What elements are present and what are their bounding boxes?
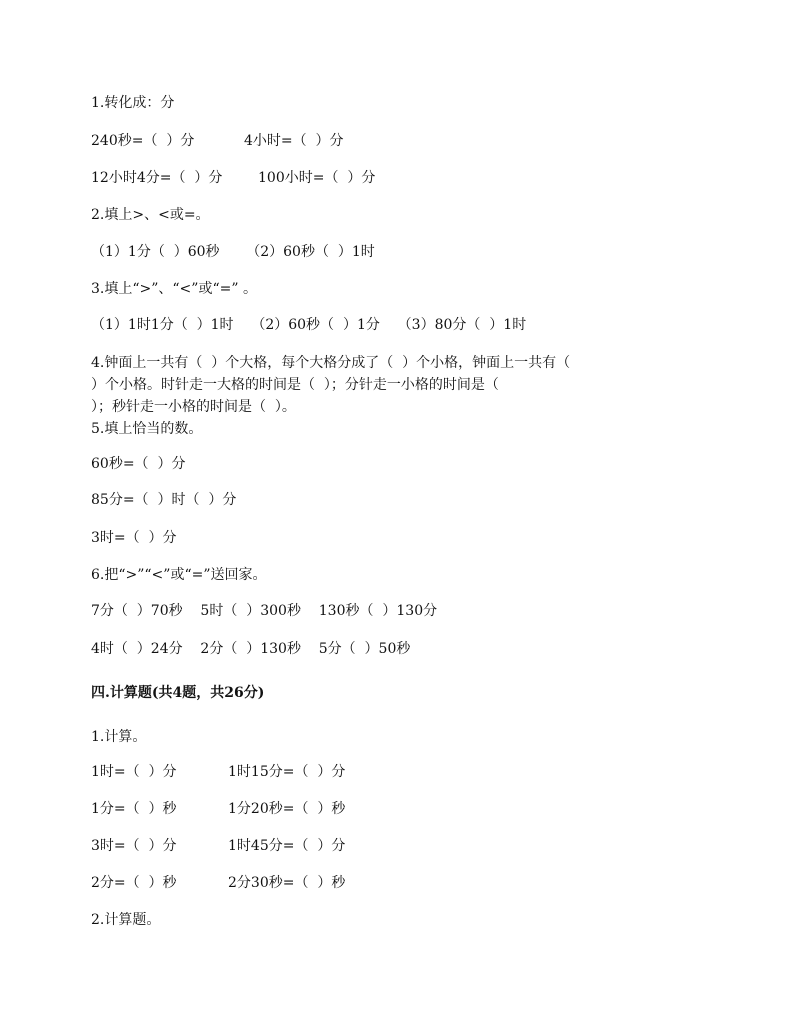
calc-1-row-4-a: 2分=（ ）秒: [91, 875, 177, 891]
question-2-title: 2.填上>、<或=。: [91, 207, 210, 223]
q1-item-d: 100小时=（ ）分: [258, 170, 376, 186]
q5-item-b: 85分=（ ）时（ ）分: [91, 492, 237, 508]
q2-line: （1）1分（ ）60秒 （2）60秒（ ）1时: [91, 244, 375, 260]
q6-line-2: 4时（ ）24分 2分（ ）130秒 5分（ ）50秒: [91, 641, 411, 657]
calc-1-row-1-b: 1时15分=（ ）分: [228, 764, 346, 780]
q4-line-1: 4.钟面上一共有（ ）个大格，每个大格分成了（ ）个小格，钟面上一共有（: [91, 355, 571, 371]
q5-item-a: 60秒=（ ）分: [91, 456, 186, 472]
question-6-title: 6.把“>”“<”或“=”送回家。: [91, 567, 267, 583]
calc-1-row-4-b: 2分30秒=（ ）秒: [228, 875, 346, 891]
q1-item-b: 4小时=（ ）分: [244, 133, 344, 149]
q1-item-a: 240秒=（ ）分: [91, 133, 195, 149]
part-4-heading: 四.计算题(共4题，共26分): [91, 685, 265, 701]
question-5-title: 5.填上恰当的数。: [91, 421, 203, 437]
calc-1-row-2-b: 1分20秒=（ ）秒: [228, 801, 346, 817]
calc-1-row-3-b: 1时45分=（ ）分: [228, 838, 346, 854]
calc-1-row-3-a: 3时=（ ）分: [91, 838, 177, 854]
calc-1-row-1-a: 1时=（ ）分: [91, 764, 177, 780]
question-1-title: 1.转化成：分: [91, 95, 175, 111]
calc-2-title: 2.计算题。: [91, 912, 161, 928]
calc-1-title: 1.计算。: [91, 729, 147, 745]
q5-item-c: 3时=（ ）分: [91, 530, 177, 546]
q1-item-c: 12小时4分=（ ）分: [91, 170, 223, 186]
question-3-title: 3.填上“>”、“<”或“=” 。: [91, 281, 257, 297]
q6-line-1: 7分（ ）70秒 5时（ ）300秒 130秒（ ）130分: [91, 603, 438, 619]
q4-line-3: ）；秒针走一小格的时间是（ ）。: [91, 399, 296, 415]
calc-1-row-2-a: 1分=（ ）秒: [91, 801, 177, 817]
q3-line: （1）1时1分（ ）1时 （2）60秒（ ）1分 （3）80分（ ）1时: [91, 317, 527, 333]
q4-line-2: ）个小格。时针走一大格的时间是（ ）；分针走一小格的时间是（: [91, 377, 499, 393]
